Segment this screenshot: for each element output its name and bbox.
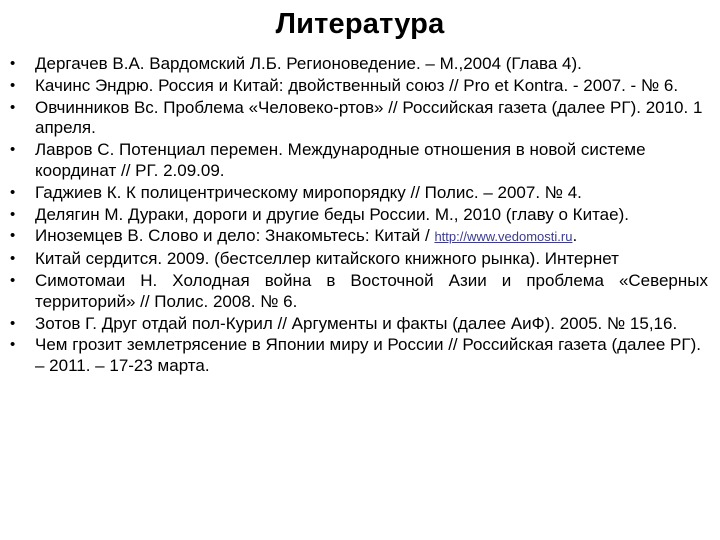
bullet-icon: • xyxy=(10,314,16,332)
bullet-icon: • xyxy=(10,76,16,94)
bullet-icon: • xyxy=(10,55,16,72)
reference-text: Зотов Г. Друг отдай пол-Курил // Аргументы и факты (далее АиФ). 2005. № 15,16. xyxy=(35,313,678,333)
bullet-icon: • xyxy=(10,227,16,245)
list-item xyxy=(0,314,720,335)
reference-text-end: . xyxy=(572,226,578,246)
bullet-icon: • xyxy=(10,205,16,223)
list-item xyxy=(0,226,720,248)
list-item xyxy=(0,205,720,226)
reference-text: Чем грозит землетрясение в Японии миру и России // Российская газета (далее РГ). – 2011. – 17-23 марта. xyxy=(35,335,701,376)
reference-text: Дергачев В.А. Вардомский Л.Б. Регионоведение. – М.,2004 (Глава 4). xyxy=(35,54,582,73)
bullet-icon: • xyxy=(10,141,16,159)
reference-text: Гаджиев К. К полицентрическому миропорядку // Полис. – 2007. № 4. xyxy=(35,182,582,202)
list-item xyxy=(0,98,720,140)
bullet-icon: • xyxy=(10,183,16,201)
bullet-icon: • xyxy=(10,250,16,268)
reference-text: Лавров С. Потенциал перемен. Международные отношения в новой системе координат // РГ. 2.09.09. xyxy=(35,140,646,180)
list-item xyxy=(0,140,720,182)
vedomosti-link[interactable]: http://www.vedomosti.ru xyxy=(434,229,573,245)
reference-text: Китай сердится. 2009. (бестселлер китайского книжного рынка). Интернет xyxy=(35,249,619,269)
reference-text: Овчинников Вс. Проблема «Человеко-ртов» // Российская газета (далее РГ). 2010. 1 апреля. xyxy=(35,97,703,138)
reference-text: Симотомаи Н. Холодная война в Восточной Азии и проблема «Северных территорий» // Полис. 2008. № 6. xyxy=(35,270,708,311)
list-item xyxy=(0,76,720,97)
list-item xyxy=(0,183,720,204)
list-item xyxy=(0,335,720,377)
bullet-icon: • xyxy=(10,271,16,289)
reference-list xyxy=(0,54,720,378)
reference-text: Делягин М. Дураки, дороги и другие беды России. М., 2010 (главу о Китае). xyxy=(35,204,629,224)
bullet-icon: • xyxy=(10,98,16,116)
list-item xyxy=(0,54,720,75)
list-item xyxy=(0,271,720,313)
bullet-icon: • xyxy=(10,336,16,354)
list-item xyxy=(0,249,720,270)
page-title: Литература xyxy=(275,8,445,40)
reference-text: Иноземцев В. Слово и дело: Знакомьтесь: Китай / xyxy=(35,226,435,246)
reference-text: Качинс Эндрю. Россия и Китай: двойственный союз // Pro et Kontra. - 2007. - № 6. xyxy=(35,75,679,95)
